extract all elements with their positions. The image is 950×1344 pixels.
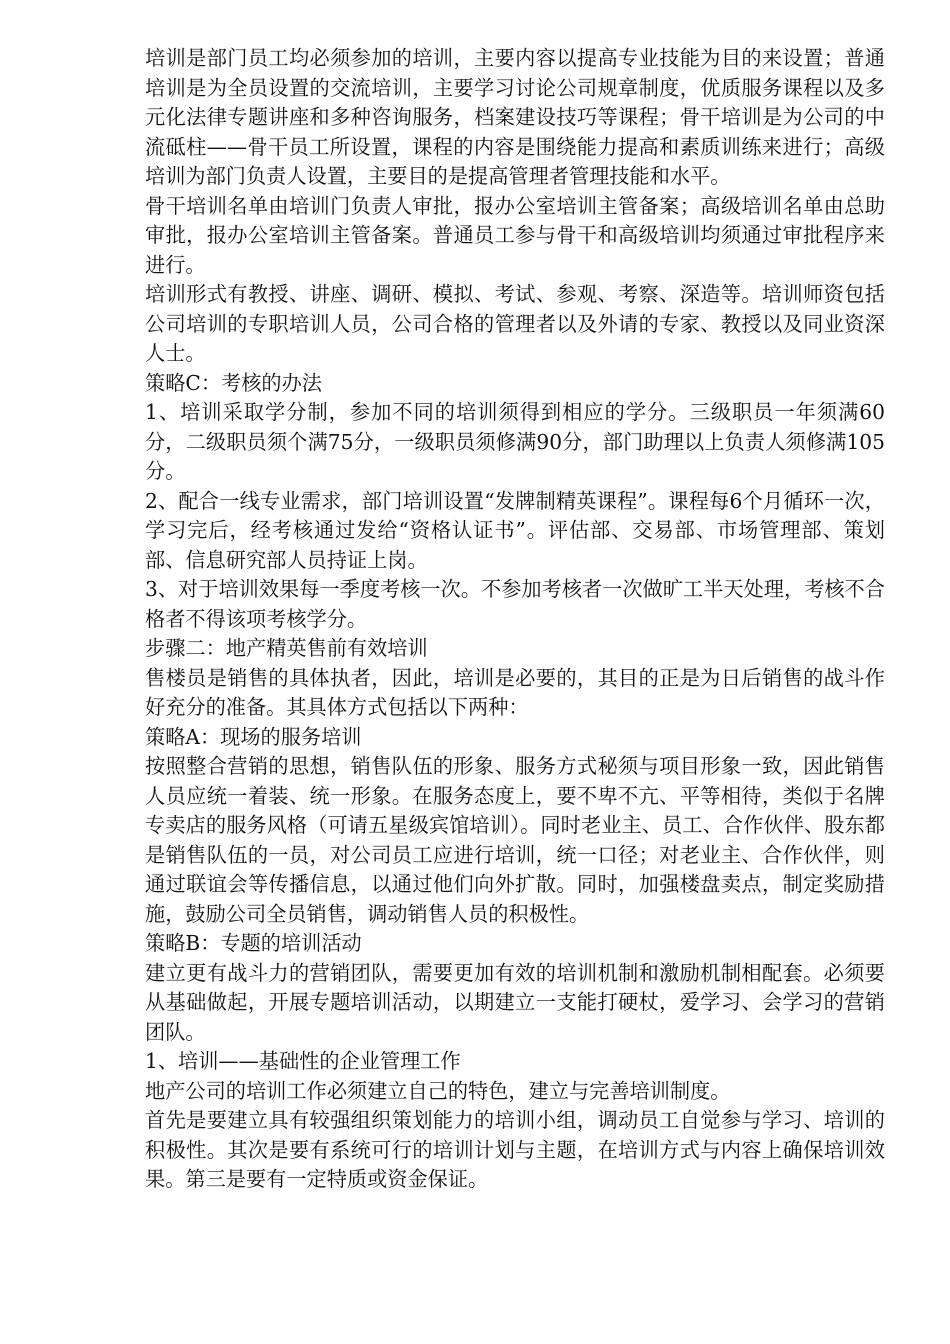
paragraph-approval: 骨干培训名单由培训门负责人审批，报办公室培训主管备案；高级培训名单由总助审批，报办公室培训主管备案。普通员工参与骨干和高级培训均须通过审批程序来进行。 bbox=[145, 193, 885, 277]
heading-training-foundation: 1、培训——基础性的企业管理工作 bbox=[145, 1049, 461, 1073]
paragraph-training-system: 地产公司的培训工作必须建立自己的特色，建立与完善培训制度。 bbox=[145, 1078, 731, 1103]
paragraph-training-types: 培训是部门员工均必须参加的培训，主要内容以提高专业技能为目的来设置；普通培训是为全员设置的交流培训，主要学习讨论公司规章制度，优质服务课程以及多元化法律专题讲座和多种咨询服务，档案建设技巧等课程；骨干培训是为公司的中流砥柱——骨干员工所设置，课程的内容是围绕能力提高和素质训练来进行；高级培训为部门负责人设置，主要目的是提高管理者管理技能和水平。 bbox=[145, 46, 885, 188]
paragraph-credit-system: 1、培训采取学分制，参加不同的培训须得到相应的学分。三级职员一年须满60分，二级职员须个满75分，一级职员须修满90分，部门助理以上负责人须修满105分。 bbox=[145, 400, 885, 483]
paragraph-quarterly-assessment: 3、对于培训效果每一季度考核一次。不参加考核者一次做旷工半天处理，考核不合格者不得该项考核学分。 bbox=[145, 577, 885, 631]
paragraph-training-forms: 培训形式有教授、讲座、调研、模拟、考试、参观、考察、深造等。培训师资包括公司培训的专职培训人员，公司合格的管理者以及外请的专家、教授以及同业资深人士。 bbox=[145, 282, 885, 365]
paragraph-onsite-service: 按照整合营销的思想，销售队伍的形象、服务方式秘须与项目形象一致，因此销售人员应统一着装、统一形象。在服务态度上，要不卑不亢、平等相待，类似于名牌专卖店的服务风格（可请五星级宾馆培训）。同时老业主、员工、合作伙伴、股东都是销售队伍的一员，对公司员工应进行培训，统一口径；对老业主、合作伙伴，则通过联谊会等传播信息，以通过他们向外扩散。同时，加强楼盘卖点，制定奖励措施，鼓励公司全员销售，调动销售人员的积极性。 bbox=[145, 754, 885, 926]
paragraph-elite-course: 2、配合一线专业需求，部门培训设置“发牌制精英课程”。课程每6个月循环一次，学习完后，经考核通过发给“资格认证书”。评估部、交易部、市场管理部、策划部、信息研究部人员持证上岗。 bbox=[145, 488, 885, 572]
paragraph-marketing-team: 建立更有战斗力的营销团队，需要更加有效的培训机制和激励机制相配套。必须要从基础做起，开展专题培训活动，以期建立一支能打硬杖，爱学习、会学习的营销团队。 bbox=[145, 960, 885, 1044]
heading-strategy-c: 策略C：考核的办法 bbox=[145, 370, 322, 395]
heading-strategy-a: 策略A：现场的服务培训 bbox=[145, 724, 362, 749]
document-body bbox=[145, 44, 885, 1195]
heading-strategy-b: 策略B：专题的培训活动 bbox=[145, 931, 362, 955]
paragraph-training-steps: 首先是要建立具有较强组织策划能力的培训小组，调动员工自觉参与学习、培训的积极性。其次是要有系统可行的培训计划与主题，在培训方式与内容上确保培训效果。第三是要有一定特质或资金保证。 bbox=[145, 1108, 885, 1191]
heading-step-two: 步骤二：地产精英售前有效培训 bbox=[145, 636, 428, 660]
paragraph-sales-staff: 售楼员是销售的具体执者，因此，培训是必要的，其目的正是为日后销售的战斗作好充分的准备。其具体方式包括以下两种： bbox=[145, 665, 885, 719]
